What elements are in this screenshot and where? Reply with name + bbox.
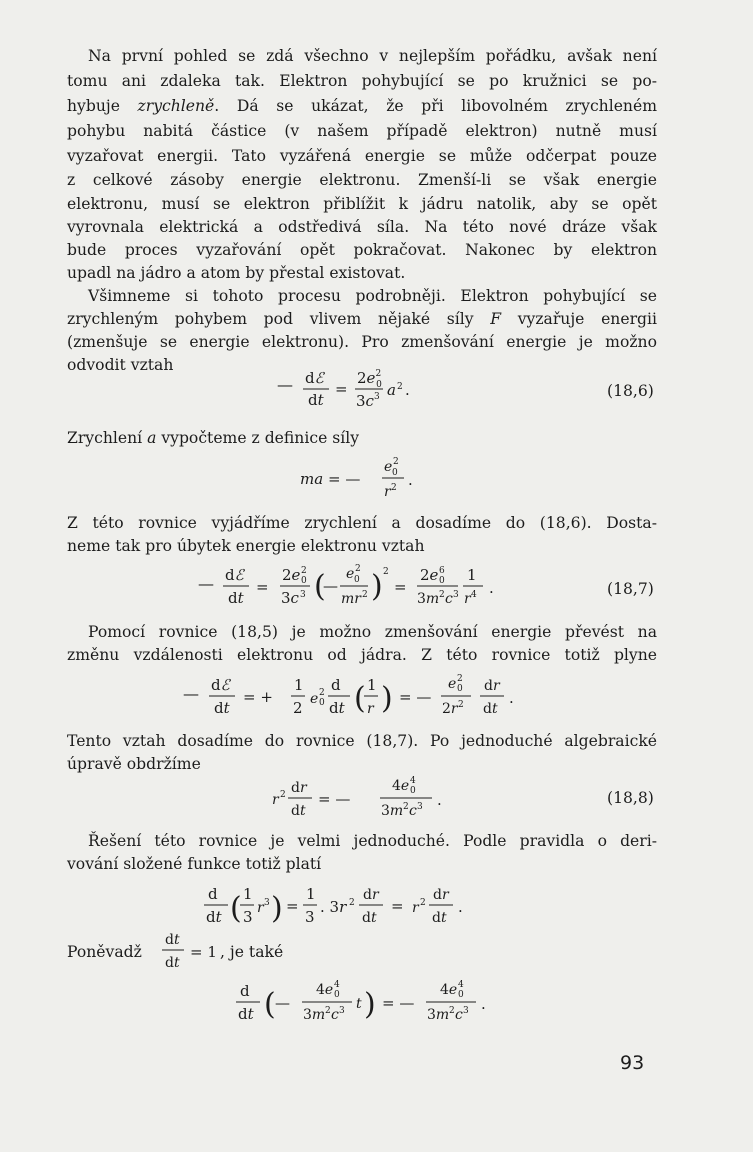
svg-text:3: 3 (417, 802, 423, 812)
text-line: z celkové zásoby energie elektronu. Zmenší-li se však energie (67, 171, 657, 189)
svg-text:2: 2 (403, 802, 409, 812)
svg-text:=: = (335, 380, 348, 398)
svg-text:.: . (408, 471, 413, 489)
svg-text:=: = (286, 897, 299, 915)
svg-text:.: . (489, 579, 494, 597)
svg-text:.: . (481, 995, 486, 1013)
svg-text:mr: mr (341, 591, 361, 607)
text-line: (zmenšuje se energie elektronu). Pro zmenšování energie je možno (67, 333, 657, 351)
equation-18-7 (196, 560, 536, 616)
svg-text:4e: 4e (392, 778, 410, 794)
svg-text:r: r (367, 701, 374, 717)
svg-text:e: e (310, 691, 319, 707)
svg-text:dt: dt (362, 910, 377, 926)
text-line: Z této rovnice vyjádříme zrychlení a dosadíme do (18,6). Dosta- (67, 514, 657, 532)
svg-text:3c: 3c (281, 589, 299, 607)
svg-text:—: — (183, 684, 199, 703)
svg-text:): ) (381, 681, 393, 716)
svg-text:dt: dt (214, 699, 230, 717)
svg-text:1: 1 (243, 885, 253, 903)
equation-18-6 (275, 364, 475, 418)
svg-text:c: c (331, 1007, 339, 1023)
text-line: pohybu nabitá částice (v našem případě elektron) nutně musí (67, 122, 657, 140)
svg-text:3: 3 (264, 898, 270, 908)
svg-text:2: 2 (280, 790, 286, 800)
svg-text:3m: 3m (381, 803, 404, 819)
svg-text:=: = (256, 578, 269, 596)
text-line: Všimneme si tohoto procesu podrobněji. Elektron pohybující se (88, 287, 657, 305)
svg-text:3: 3 (463, 1006, 469, 1016)
svg-text:2: 2 (319, 688, 325, 698)
svg-text:.: . (458, 898, 463, 916)
equation-final (230, 976, 520, 1032)
svg-text:= —: = — (318, 790, 351, 808)
svg-text:=: = (391, 897, 404, 915)
svg-text:4e: 4e (316, 982, 334, 998)
svg-text:2e: 2e (282, 566, 301, 584)
svg-text:= 1: = 1 (190, 943, 217, 961)
svg-text:d: d (208, 885, 218, 903)
svg-text:3c3: $3c^3$ (356, 392, 380, 410)
svg-text:r: r (272, 792, 279, 808)
svg-text:0: 0 (392, 468, 398, 478)
svg-text:, je také: , je také (220, 943, 284, 961)
svg-text:dℰ: dℰ (211, 676, 230, 694)
svg-text:2: 2 (383, 567, 389, 577)
text-line: úpravě obdržíme (67, 755, 201, 773)
text-line: vování složené funkce totiž platí (67, 855, 322, 873)
svg-text:r: r (384, 484, 391, 500)
svg-text:1: 1 (306, 885, 316, 903)
svg-text:4: 4 (458, 980, 464, 990)
svg-text:3: 3 (243, 908, 253, 926)
svg-text:= —: = — (382, 994, 415, 1012)
svg-text:2: 2 (439, 590, 445, 600)
svg-text:dr: dr (291, 780, 307, 796)
equation-number: (18,7) (607, 580, 654, 598)
svg-text:dr: dr (363, 887, 379, 903)
svg-text:dt: dt (432, 910, 447, 926)
svg-text:2: 2 (391, 483, 397, 493)
svg-text:c: c (455, 1007, 463, 1023)
svg-text:1: 1 (467, 566, 477, 584)
text-line: Tento vztah dosadíme do rovnice (18,7). Po jednoduché algebraické (67, 732, 657, 750)
text-line: změnu vzdálenosti elektronu od jádra. Z této rovnice totiž plyne (67, 646, 657, 664)
svg-text:= —: = — (399, 688, 432, 706)
svg-text:dr: dr (433, 887, 449, 903)
text-line: upadl na jádro a atom by přestal existovat. (67, 264, 406, 282)
svg-text:2: 2 (293, 699, 303, 717)
svg-text:dt: dt (308, 391, 324, 409)
svg-text:d: d (331, 676, 341, 694)
svg-text:. 3r: . 3r (320, 898, 347, 916)
svg-text:dt: dt (291, 803, 306, 819)
svg-text:0: 0 (458, 990, 464, 1000)
svg-text:e: e (346, 566, 355, 582)
svg-text:a: a (387, 381, 396, 399)
text-line: Na první pohled se zdá všechno v nejlepším pořádku, avšak není (88, 47, 657, 65)
svg-text:4: 4 (471, 590, 477, 600)
text-line: tomu ani zdaleka tak. Elektron pohybující se po kružnici se po- (67, 72, 657, 90)
svg-text:Poněvadž: Poněvadž (67, 943, 142, 961)
text-line: Pomocí rovnice (18,5) je možno zmenšování energie převést na (88, 623, 657, 641)
svg-text:= —: = — (328, 470, 361, 488)
svg-text:2: 2 (449, 1006, 455, 1016)
text-line: odvodit vztah (67, 356, 174, 374)
svg-text:3m: 3m (303, 1007, 326, 1023)
equation-number: (18,6) (607, 382, 654, 400)
equation-18-8 (272, 772, 472, 828)
svg-text:2: 2 (355, 564, 361, 574)
svg-text:c: c (409, 803, 417, 819)
svg-text:2: 2 (457, 674, 463, 684)
svg-text:1: 1 (294, 676, 304, 694)
svg-text:3m: 3m (417, 591, 440, 607)
svg-text:r: r (412, 900, 419, 916)
svg-text:2e20: $2e^2$ 0 (357, 369, 382, 390)
svg-text:dt: dt (206, 908, 222, 926)
svg-text:= +: = + (243, 688, 273, 706)
svg-text:2: 2 (349, 898, 355, 908)
svg-text:dt: dt (228, 589, 244, 607)
svg-text:c: c (445, 591, 453, 607)
svg-text:dt: dt (165, 955, 180, 971)
svg-text:.: . (437, 791, 442, 809)
svg-text:r: r (257, 900, 264, 916)
svg-text:e: e (448, 676, 457, 692)
svg-text:2: 2 (325, 1006, 331, 1016)
svg-text:.: . (509, 689, 514, 707)
svg-text:3: 3 (453, 590, 459, 600)
text-line: zrychleným pohybem pod vlivem nějaké síly F vyzařuje energii (67, 310, 657, 328)
svg-text:(: ( (354, 681, 366, 716)
svg-text:0: 0 (334, 990, 340, 1000)
svg-text:0: 0 (319, 698, 325, 708)
svg-text:2: 2 (301, 566, 307, 576)
svg-text:2: 2 (393, 457, 399, 467)
svg-text:3m: 3m (427, 1007, 450, 1023)
svg-text:(: ( (264, 987, 276, 1022)
svg-text:dr: dr (484, 678, 500, 694)
equation-number: (18,8) (607, 789, 654, 807)
svg-text:0: 0 (457, 684, 463, 694)
svg-text:0: 0 (439, 576, 445, 586)
svg-text:2: 2 (362, 590, 368, 600)
svg-text:d: d (240, 982, 250, 1000)
svg-text:2: 2 (458, 700, 464, 710)
svg-text:dt: dt (238, 1005, 254, 1023)
svg-text:3: 3 (305, 908, 315, 926)
svg-text:4: 4 (334, 980, 340, 990)
equation-force (298, 455, 448, 509)
svg-text:3: 3 (300, 590, 306, 600)
emphasized-word: zrychleně (137, 97, 215, 115)
text-line: elektronu, musí se elektron přiblížit k jádru natolik, aby se opět (67, 195, 657, 213)
text-line: hybuje zrychleně. Dá se ukázat, že při libovolném zrychleném (67, 97, 657, 115)
svg-text:2e: 2e (420, 566, 439, 584)
text-line: Zrychlení a vypočteme z definice síly (67, 429, 360, 447)
svg-text:4: 4 (410, 776, 416, 786)
svg-text:(: ( (230, 891, 242, 926)
svg-text:dt: dt (329, 699, 345, 717)
svg-text:—: — (198, 574, 214, 593)
svg-text:—: — (277, 375, 293, 394)
svg-text:6: 6 (439, 566, 445, 576)
svg-text:0: 0 (301, 576, 307, 586)
svg-text:): ) (364, 987, 376, 1022)
svg-text:): ) (371, 569, 383, 604)
svg-text:t: t (356, 996, 362, 1012)
svg-text:3: 3 (339, 1006, 345, 1016)
svg-text:dt: dt (483, 701, 498, 717)
svg-text:—: — (275, 994, 290, 1012)
svg-text:=: = (394, 578, 407, 596)
svg-text:2: 2 (420, 898, 426, 908)
svg-text:e: e (384, 459, 393, 475)
svg-text:4e: 4e (440, 982, 458, 998)
svg-text:—: — (323, 577, 338, 595)
since-line (67, 928, 327, 978)
text-line: vyrovnala elektrická a odstředivá síla. Na této nové dráze však (67, 218, 657, 236)
page-number: 93 (620, 1052, 645, 1074)
text-line: vyzařovat energii. Tato vyzářená energie se může odčerpat pouze (67, 147, 657, 165)
text-line: bude proces vyzařování opět pokračovat. Nakonec by elektron (67, 241, 657, 259)
equation-energy-distance (181, 670, 561, 726)
text-line: Řešení této rovnice je velmi jednoduché. Podle pravidla o deri- (88, 832, 657, 850)
svg-text:(: ( (314, 569, 326, 604)
svg-text:ma: ma (300, 470, 324, 488)
svg-text:): ) (271, 891, 283, 926)
svg-text:dℰ: dℰ (305, 369, 324, 387)
svg-text:r: r (464, 591, 471, 607)
svg-text:2r: 2r (442, 701, 458, 717)
svg-text:.: . (405, 381, 410, 399)
svg-text:dt: dt (165, 932, 180, 948)
svg-text:0: 0 (354, 575, 360, 585)
svg-text:0: 0 (410, 786, 416, 796)
svg-text:1: 1 (367, 676, 377, 694)
svg-text:2: 2 (397, 382, 403, 392)
svg-text:dℰ: dℰ (225, 566, 244, 584)
text-line: neme tak pro úbytek energie elektronu vztah (67, 537, 425, 555)
